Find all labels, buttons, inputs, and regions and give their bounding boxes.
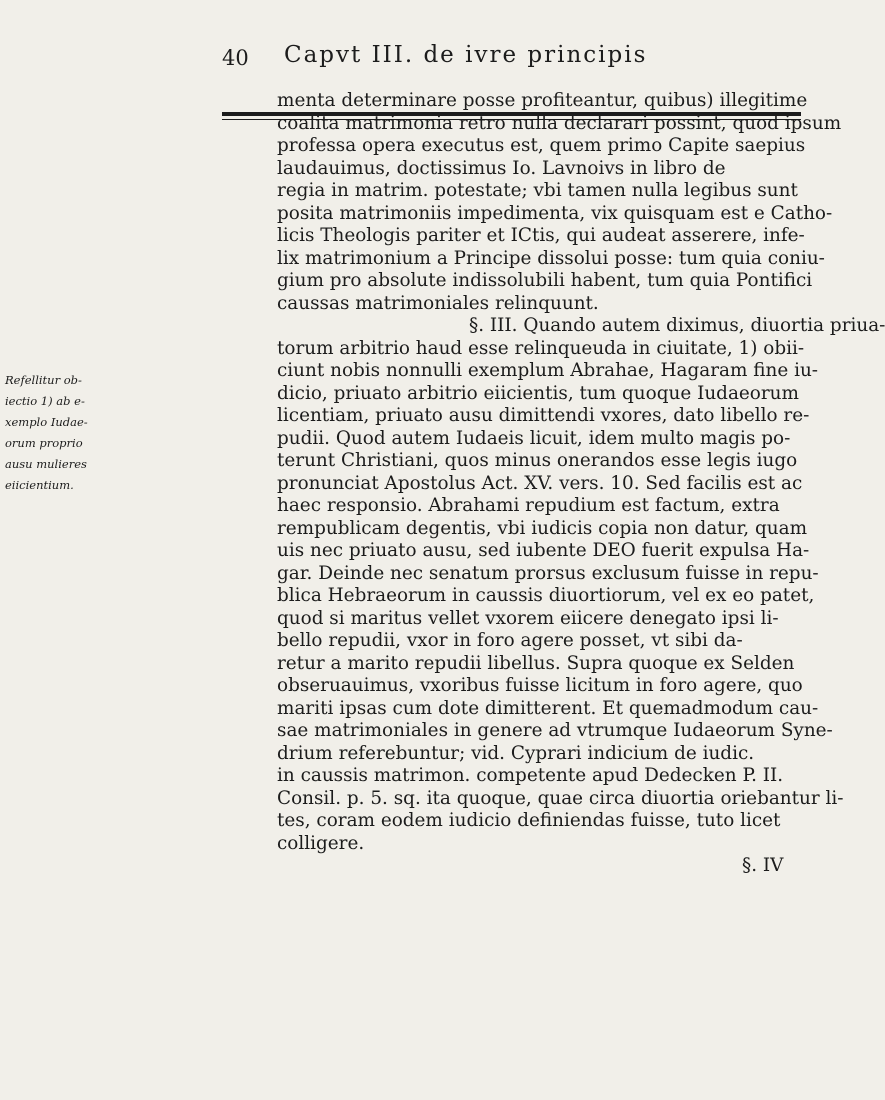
- text-line: laudauimus, doctissimus Io. Lavnoivs in libro de: [277, 157, 726, 179]
- section-heading-line: §. III. Quando autem diximus, diuortia priua-: [469, 315, 885, 336]
- text-line: torum arbitrio haud esse relinqueuda in ciuitate, 1) obii-: [277, 337, 805, 359]
- text-line: mariti ipsas cum dote dimitterent. Et quemadmodum cau-: [277, 697, 819, 719]
- text-line: in caussis matrimon. competente apud Dedecken P. II.: [277, 765, 784, 786]
- text-line: uis nec priuato ausu, sed iubente DEO fuerit expulsa Ha-: [277, 540, 810, 561]
- margin-note-line: orum proprio: [5, 436, 83, 450]
- page-header: [0, 42, 801, 82]
- text-line: bello repudii, vxor in foro agere posset, vt sibi da-: [277, 630, 743, 651]
- text-line: ciunt nobis nonnulli exemplum Abrahae, Hagaram fine iu-: [277, 360, 819, 381]
- running-title: Capvt III. de ivre principis: [284, 42, 648, 68]
- text-line: Consil. p. 5. sq. ita quoque, quae circa diuortia oriebantur li-: [277, 787, 844, 809]
- catchword: §. IV: [742, 855, 784, 876]
- text-line: retur a marito repudii libellus. Supra quoque ex Selden: [277, 652, 795, 674]
- text-line: caussas matrimoniales relinquunt.: [277, 292, 599, 314]
- text-line: drium referebuntur; vid. Cyprari indicium de iudic.: [277, 742, 755, 764]
- page-number: 40: [222, 46, 249, 70]
- text-line: licis Theologis pariter et ICtis, qui audeat asserere, infe-: [277, 225, 805, 246]
- text-line: rempublicam degentis, vbi iudicis copia non datur, quam: [277, 517, 808, 539]
- text-line: coalita matrimonia retro nulla declarari possint, quod ipsum: [277, 112, 842, 134]
- margin-note-line: iectio 1) ab e-: [5, 394, 85, 408]
- text-line: tes, coram eodem iudicio definiendas fuisse, tuto licet: [277, 810, 781, 831]
- text-line: colligere.: [277, 832, 365, 854]
- margin-note-line: eiicientium.: [5, 478, 74, 492]
- text-line: gar. Deinde nec senatum prorsus exclusum fuisse in repu-: [277, 562, 819, 584]
- text-line: posita matrimoniis impedimenta, vix quisquam est e Catho-: [277, 202, 833, 224]
- text-line: terunt Christiani, quos minus onerandos esse legis iugo: [277, 450, 798, 471]
- text-line: haec responsio. Abrahami repudium est factum, extra: [277, 495, 780, 516]
- text-line: regia in matrim. potestate; vbi tamen nulla legibus sunt: [277, 180, 798, 201]
- text-line: lix matrimonium a Principe dissolui posse: tum quia coniu-: [277, 247, 825, 269]
- text-line: gium pro absolute indissolubili habent, tum quia Pontifici: [277, 270, 813, 291]
- text-line: professa opera executus est, quem primo Capite saepius: [277, 135, 806, 156]
- text-line: licentiam, priuato ausu dimittendi vxores, dato libello re-: [277, 405, 810, 426]
- text-line: quod si maritus vellet vxorem eiicere denegato ipsi li-: [277, 607, 779, 629]
- text-line: pronunciat Apostolus Act. XV. vers. 10. Sed facilis est ac: [277, 472, 803, 494]
- text-line: menta determinare posse profiteantur, quibus) illegitime: [277, 90, 808, 111]
- text-line: blica Hebraeorum in caussis diuortiorum, vel ex eo patet,: [277, 585, 815, 606]
- margin-note-line: Refellitur ob-: [5, 373, 82, 387]
- margin-note: [5, 370, 135, 496]
- text-line: dicio, priuato arbitrio eiicientis, tum quoque Iudaeorum: [277, 382, 799, 404]
- text-line: obseruauimus, vxoribus fuisse licitum in foro agere, quo: [277, 675, 803, 696]
- body-text: [277, 90, 885, 878]
- text-line: pudii. Quod autem Iudaeis licuit, idem multo magis po-: [277, 427, 791, 449]
- text-line: sae matrimoniales in genere ad vtrumque Iudaeorum Syne-: [277, 720, 833, 741]
- margin-note-line: ausu mulieres: [5, 457, 87, 471]
- margin-note-line: xemplo Iudae-: [5, 415, 88, 429]
